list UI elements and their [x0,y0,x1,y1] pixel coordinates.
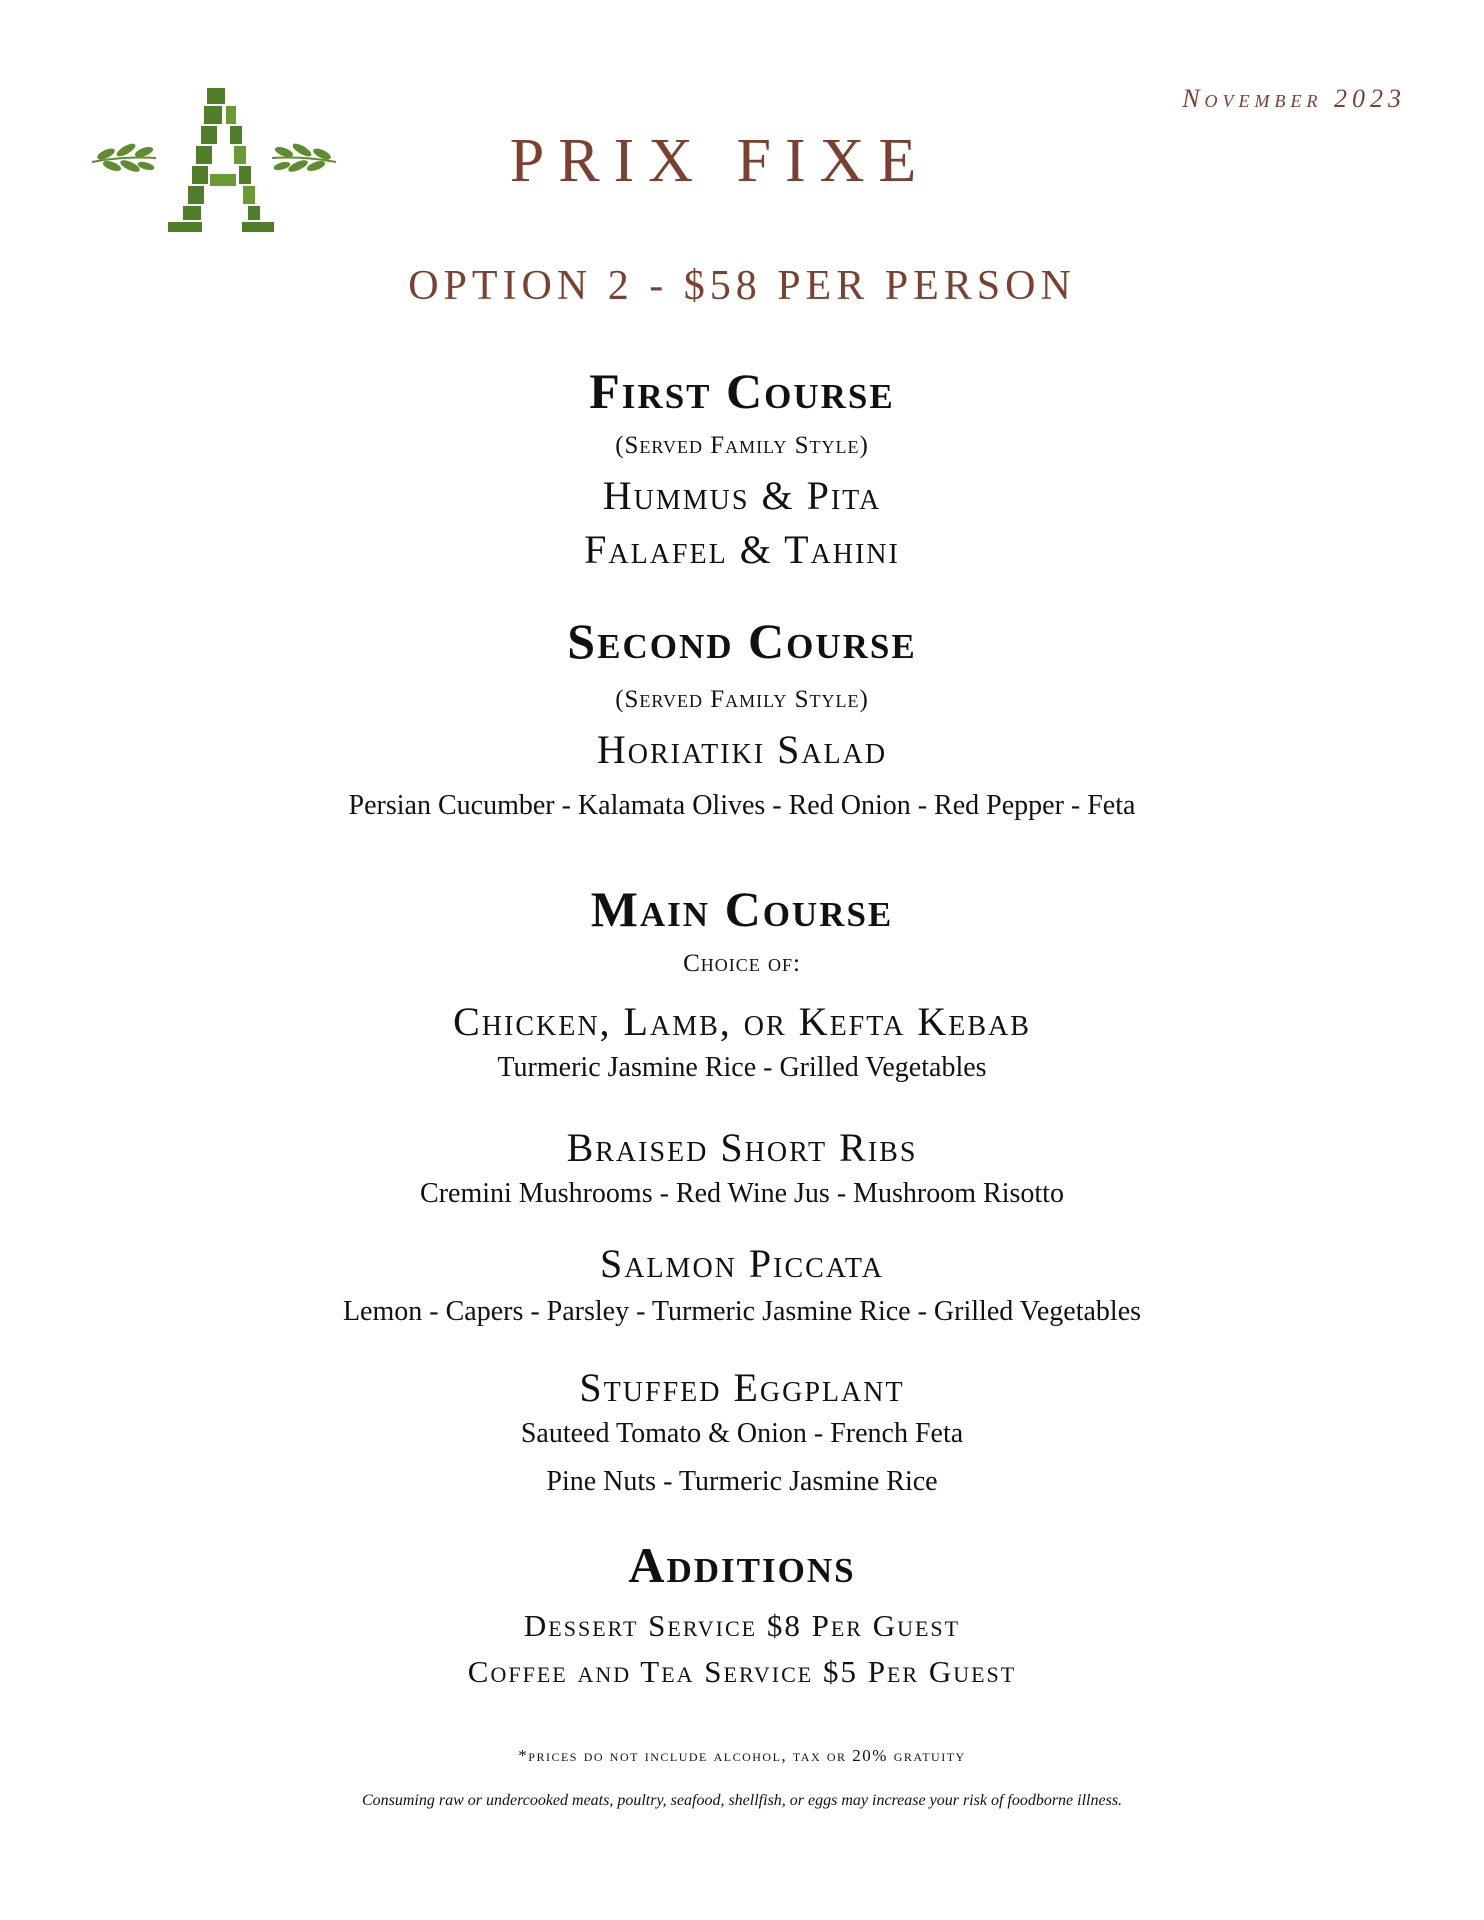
main-course-note: Choice of: [683,950,801,977]
menu-date: November 2023 [1182,84,1406,113]
main-dish-description: Pine Nuts - Turmeric Jasmine Rice [546,1466,938,1497]
first-course-note: (Served Family Style) [615,432,869,459]
main-course-heading: Main Course [590,881,894,937]
main-dish-name: Stuffed Eggplant [579,1365,905,1410]
second-course-note: (Served Family Style) [615,686,869,713]
food-safety-warning: Consuming raw or undercooked meats, poultry, seafood, shellfish, or eggs may increase your risk of foodborne illness. [361,1792,1123,1809]
second-course-dish: Horiatiki Salad [596,727,888,772]
main-dish-description: Sauteed Tomato & Onion - French Feta [520,1418,964,1449]
price-option: OPTION 2 - $58 PER PERSON [408,263,1076,309]
first-course-item: Hummus & Pita [602,473,882,518]
second-course-heading: Second Course [567,613,917,669]
main-dish-description: Cremini Mushrooms - Red Wine Jus - Mushroom Risotto [420,1178,1064,1209]
main-dish-name: Salmon Piccata [599,1241,885,1286]
addition-item: Dessert Service $8 Per Guest [523,1608,961,1643]
main-dish-description: Turmeric Jasmine Rice - Grilled Vegetables [497,1052,987,1083]
first-course-heading: First Course [589,363,895,419]
main-dish-name: Braised Short Ribs [566,1125,918,1170]
price-disclaimer: *prices do not include alcohol, tax or 20% gratuity [518,1746,966,1765]
addition-item: Coffee and Tea Service $5 Per Guest [467,1654,1017,1689]
first-course-item: Falafel & Tahini [584,527,900,572]
main-dish-description: Lemon - Capers - Parsley - Turmeric Jasmine Rice - Grilled Vegetables [342,1296,1142,1327]
main-dish-name: Chicken, Lamb, or Kefta Kebab [453,999,1031,1044]
additions-heading: Additions [628,1537,856,1593]
second-course-description: Persian Cucumber - Kalamata Olives - Red Onion - Red Pepper - Feta [348,790,1136,821]
page-title: PRIX FIXE [509,127,931,195]
